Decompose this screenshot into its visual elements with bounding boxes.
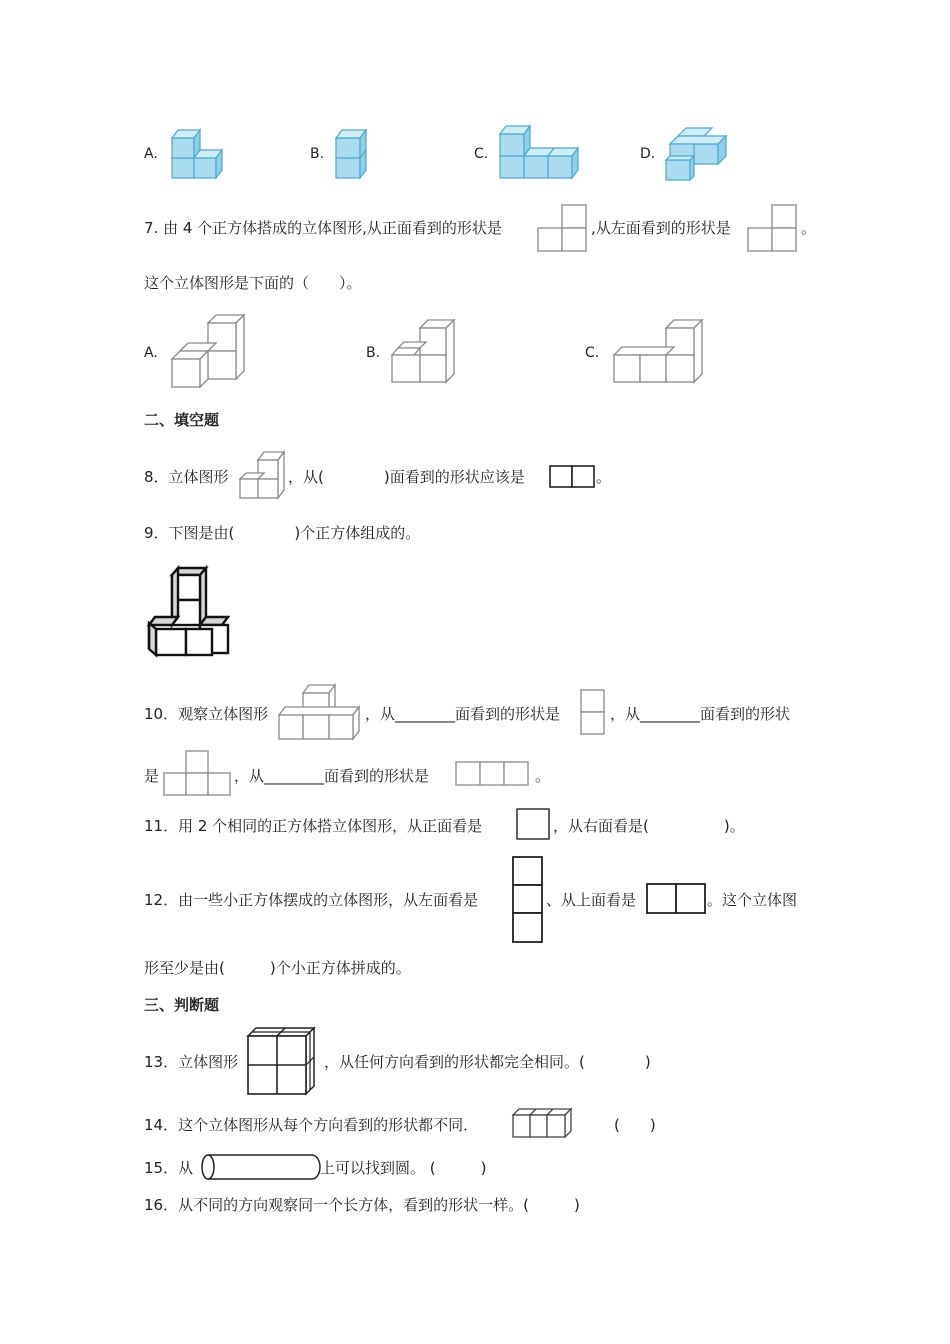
q6-option-a-figure bbox=[170, 126, 230, 182]
q7-front-view-figure bbox=[537, 204, 589, 252]
q10-text-part2: ，从________面看到的形状是 bbox=[365, 705, 561, 723]
q7-option-a-label[interactable]: A. bbox=[144, 345, 158, 361]
q10-line2-part3: 。 bbox=[535, 767, 551, 785]
section-3-title: 三、判断题 bbox=[144, 996, 220, 1014]
section-2-title: 二、填空题 bbox=[144, 411, 220, 429]
q6-option-d-label[interactable]: D. bbox=[640, 146, 656, 162]
q7-option-b-figure bbox=[390, 318, 460, 384]
q10-view-figure-3 bbox=[455, 761, 531, 787]
q10-text-part1: 10．观察立体图形 bbox=[144, 705, 269, 723]
q12-text-part3: 。这个立体图 bbox=[707, 891, 798, 909]
q9-text: 9．下图是由( )个正方体组成的。 bbox=[144, 524, 421, 542]
q9-cube-figure bbox=[146, 565, 232, 659]
q6-option-b-figure bbox=[334, 126, 378, 182]
q7-left-view-figure bbox=[747, 204, 799, 252]
q10-view-figure-2 bbox=[163, 750, 233, 798]
q7-text-part3: 。 bbox=[801, 219, 817, 237]
q7-option-a-figure bbox=[170, 313, 250, 389]
q10-line2-part2: ，从________面看到的形状是 bbox=[234, 767, 430, 785]
q7-option-c-label[interactable]: C. bbox=[585, 345, 600, 361]
q15-text-part1: 15．从 bbox=[144, 1159, 194, 1177]
q6-option-d-figure bbox=[664, 126, 734, 184]
q7-text-part2: ,从左面看到的形状是 bbox=[591, 219, 731, 237]
q14-text-part2: ( ) bbox=[614, 1116, 656, 1134]
q12-top-view-figure bbox=[646, 883, 708, 915]
q13-text-part2: ，从任何方向看到的形状都完全相同。( ) bbox=[324, 1053, 651, 1071]
q12-text-part2: 、从上面看是 bbox=[546, 891, 637, 909]
q10-line2-part1: 是 bbox=[144, 767, 160, 785]
q16-text: 16．从不同的方向观察同一个长方体，看到的形状一样。( ) bbox=[144, 1196, 580, 1214]
q8-text-part3: 。 bbox=[596, 468, 612, 486]
q6-option-c-figure bbox=[498, 124, 582, 182]
q14-solid-figure bbox=[511, 1107, 575, 1139]
q12-text-line2: 形至少是由( )个小正方体拼成的。 bbox=[144, 959, 411, 977]
q10-solid-figure bbox=[277, 683, 363, 743]
q10-view-figure-1 bbox=[580, 689, 606, 737]
q6-option-c-label[interactable]: C. bbox=[474, 146, 489, 162]
q11-text-part2: ，从右面看是( )。 bbox=[553, 817, 745, 835]
q15-text-part2: 上可以找到圆。 ( ) bbox=[320, 1159, 487, 1177]
q7-text-line2: 这个立体图形是下面的（ ）。 bbox=[144, 274, 362, 292]
q8-text-part2: ，从( )面看到的形状应该是 bbox=[288, 468, 525, 486]
q8-view-figure bbox=[549, 465, 597, 489]
q12-text-part1: 12．由一些小正方体摆成的立体图形，从左面看是 bbox=[144, 891, 479, 909]
q7-option-c-figure bbox=[612, 318, 708, 384]
q12-left-view-figure bbox=[511, 856, 545, 946]
q13-text-part1: 13．立体图形 bbox=[144, 1053, 239, 1071]
q8-solid-figure bbox=[238, 450, 288, 500]
q7-text-part1: 7. 由 4 个正方体搭成的立体图形,从正面看到的形状是 bbox=[144, 219, 502, 237]
q7-option-b-label[interactable]: B. bbox=[366, 345, 381, 361]
q15-cylinder-figure bbox=[200, 1153, 322, 1181]
q10-text-part3: ，从________面看到的形状 bbox=[610, 705, 791, 723]
q6-option-b-label[interactable]: B. bbox=[310, 146, 325, 162]
q8-text-part1: 8．立体图形 bbox=[144, 468, 229, 486]
q11-text-part1: 11．用 2 个相同的正方体搭立体图形，从正面看是 bbox=[144, 817, 483, 835]
q6-option-a-label[interactable]: A. bbox=[144, 146, 158, 162]
q11-front-view-figure bbox=[516, 808, 552, 842]
q14-text-part1: 14．这个立体图形从每个方向看到的形状都不同． bbox=[144, 1116, 479, 1134]
q13-cube-figure bbox=[244, 1026, 320, 1098]
